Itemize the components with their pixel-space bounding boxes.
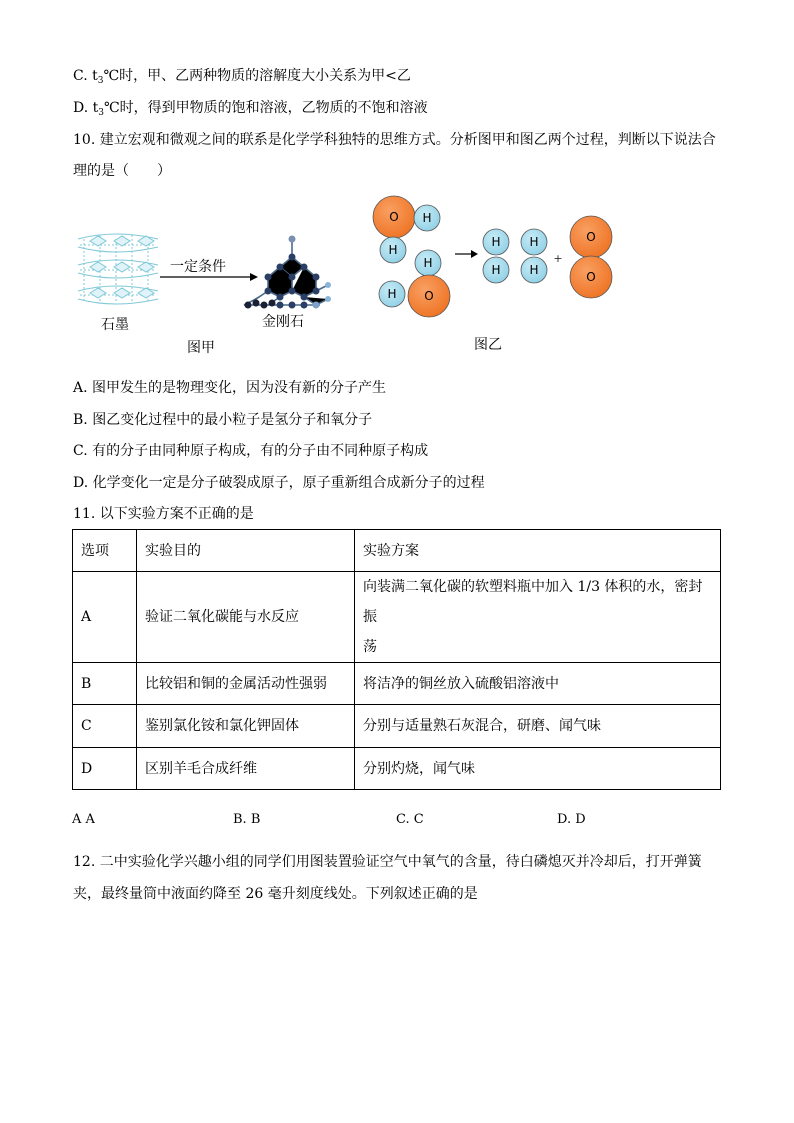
table-row [73, 663, 721, 705]
figure-a-graphite-diamond [70, 225, 340, 360]
atom-h-label: H [491, 235, 501, 249]
table-cell-line: 向装满二氧化碳的软塑料瓶中加入 1/3 体积的水，密封振 [363, 579, 703, 625]
table-header-cell: 实验目的 [137, 530, 355, 572]
table-cell [355, 572, 721, 663]
q9-option-c [73, 66, 411, 91]
q9-option-d [73, 98, 428, 123]
table-cell: 区别羊毛合成纤维 [137, 748, 355, 790]
q10-option-c: C. 有的分子由同种原子构成，有的分子由不同种原子构成 [73, 443, 429, 459]
plus-sign: + [553, 252, 563, 265]
atom-h-label: H [491, 263, 501, 277]
diamond-label: 金刚石 [262, 314, 304, 330]
table-cell: 分别与适量熟石灰混合，研磨、闻气味 [355, 705, 721, 748]
q10-stem-line1: 10. 建立宏观和微观之间的联系是化学学科独特的思维方式。分析图甲和图乙两个过程，判断以下说法合 [73, 132, 716, 148]
table-cell: 鉴别氯化铵和氯化钾固体 [137, 705, 355, 748]
arrow-condition-label: 一定条件 [170, 259, 226, 275]
atom-o-label: O [389, 210, 399, 224]
atom-h-label: H [423, 256, 433, 270]
table-cell: D [73, 748, 137, 790]
atom-h-label: H [529, 263, 539, 277]
table-cell: 验证二氧化碳能与水反应 [137, 572, 355, 663]
q9-option-c-subscript: 3 [97, 76, 104, 86]
table-header-row [73, 530, 721, 572]
q12-stem-line1: 12. 二中实验化学兴趣小组的同学们用图装置验证空气中氧气的含量，待白磷熄灭并冷却后，打开弹簧 [73, 854, 702, 870]
q9-option-c-prefix: C. t [73, 68, 98, 84]
q11-stem: 11. 以下实验方案不正确的是 [73, 506, 254, 522]
atom-h-label: H [388, 243, 398, 257]
atom-h-label: H [387, 287, 397, 301]
graphite-lattice-icon [78, 234, 158, 304]
figure-a-caption: 图甲 [187, 340, 215, 356]
atom-o-label: O [586, 230, 596, 244]
table-cell: 比较铝和铜的金属活动性强弱 [137, 663, 355, 705]
q9-option-c-text: ℃时，甲、乙两种物质的溶解度大小关系为甲<乙 [103, 68, 411, 84]
diamond-lattice-icon [244, 236, 331, 309]
table-cell: C [73, 705, 137, 748]
table-header-cell: 实验方案 [355, 530, 721, 572]
table-cell: A [73, 572, 137, 663]
q10-option-d: D. 化学变化一定是分子破裂成原子，原子重新组合成新分子的过程 [73, 475, 485, 491]
q9-option-d-subscript: 3 [98, 108, 104, 118]
q10-option-b: B. 图乙变化过程中的最小粒子是氢分子和氧分子 [73, 412, 373, 428]
atom-h-label: H [529, 235, 539, 249]
arrow-head-icon [471, 250, 478, 258]
table-cell: 将洁净的铜丝放入硫酸铝溶液中 [355, 663, 721, 705]
figure-b-caption: 图乙 [474, 337, 502, 353]
table-row [73, 705, 721, 748]
q11-choice-a: A A [72, 812, 95, 827]
table-cell: 分别灼烧，闻气味 [355, 748, 721, 790]
q11-experiment-table [72, 529, 721, 790]
table-row [73, 748, 721, 790]
table-header-cell: 选项 [73, 530, 137, 572]
q10-option-a: A. 图甲发生的是物理变化，因为没有新的分子产生 [73, 380, 387, 396]
table-cell-line: 荡 [363, 639, 377, 655]
graphite-label: 石墨 [101, 317, 129, 333]
atom-o-label: O [586, 270, 596, 284]
figure-b-water-decomposition [365, 190, 635, 360]
q11-choice-b: B. B [233, 812, 261, 827]
q12-stem-line2: 夹，最终量筒中液面约降至 26 毫升刻度线处。下列叙述正确的是 [73, 886, 478, 902]
table-cell: B [73, 663, 137, 705]
arrow-head-icon [250, 273, 258, 281]
q10-stem-line2: 理的是（ ） [73, 163, 171, 179]
q9-option-d-text: ℃时，得到甲物质的饱和溶液，乙物质的不饱和溶液 [104, 100, 428, 116]
atom-o-label: O [424, 289, 434, 303]
atom-h-label: H [422, 211, 432, 225]
q11-choice-c: C. C [396, 812, 424, 827]
q11-choice-d: D. D [557, 812, 586, 827]
q9-option-d-prefix: D. t [73, 100, 99, 116]
table-row [73, 572, 721, 663]
